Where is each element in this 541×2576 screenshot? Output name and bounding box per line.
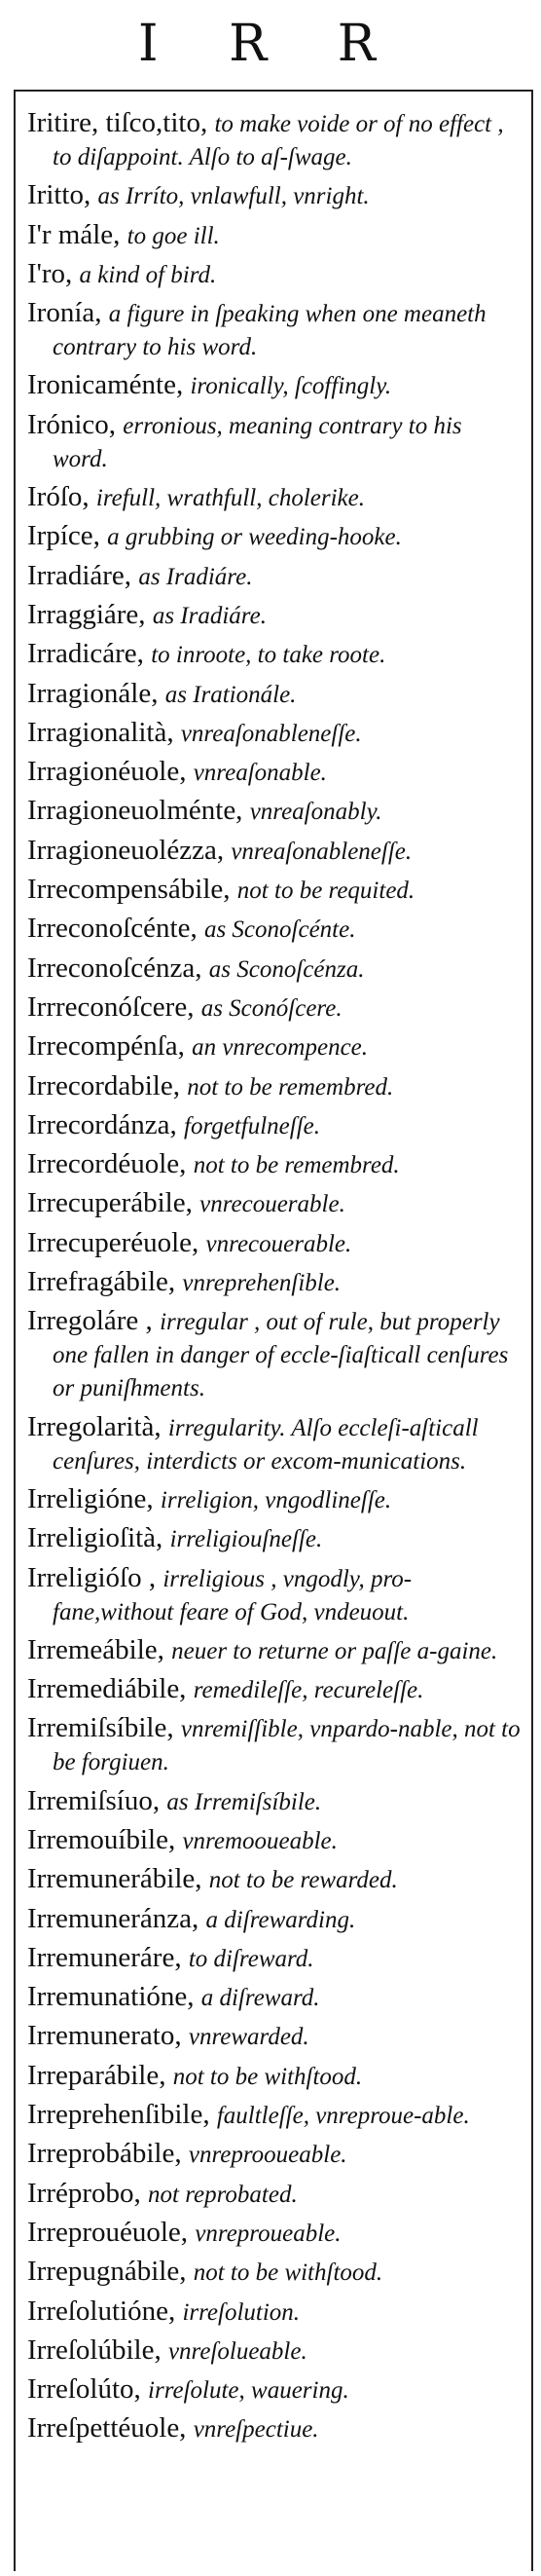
entry-headword: Irrecordabile, [27,1069,188,1101]
dictionary-entry [27,1712,522,1778]
entry-definition: as Sconoſcénte. [203,916,356,944]
dictionary-entry [27,1070,522,1103]
entry-headword: Irregoláre , [27,1305,161,1337]
entry-definition: vnreprooueable. [188,2142,347,2169]
entry-headword: Iritire, tiſco,tito, [27,107,215,138]
dictionary-entry [27,1785,522,1818]
dictionary-entry [27,409,522,475]
entry-headword: Irremediábile, [27,1673,194,1705]
entry-headword: Irreligióne, [27,1482,161,1514]
entry-headword: Irrecompénſa, [27,1030,193,1063]
entry-headword: Irónico, [27,408,124,440]
dictionary-entry [27,1411,522,1477]
entry-definition: as Irremiſsíbile. [166,1788,322,1815]
dictionary-entry [27,1673,522,1706]
entry-definition: irreligion, vngodlineſſe. [160,1486,392,1513]
dictionary-entry [27,1634,522,1667]
dictionary-entry [27,2060,522,2093]
dictionary-entry [27,1522,522,1555]
dictionary-entry [27,835,522,868]
entry-headword: Irremunerábile, [27,1863,209,1895]
page-header: I R R [138,15,403,73]
entry-headword: Irragionéuole, [27,756,194,788]
entry-definition: vnreaſonableneſſe. [231,838,413,865]
dictionary-entry [27,2296,522,2329]
entry-headword: Irreſolutióne, [27,2295,183,2327]
entry-definition: ironically, ſcoffingly. [190,373,392,400]
entry-definition: not reprobated. [148,2181,298,2208]
entry-headword: Irregolarità, [27,1410,168,1442]
dictionary-entry [27,369,522,402]
entry-definition: neuer to returne or paſſe a-gaine. [171,1637,498,1664]
entry-headword: Irremiſsíbile, [27,1712,181,1744]
entry-definition: vnreaſonable. [193,760,327,787]
dictionary-entry [27,874,522,907]
entry-definition: vnrewarded. [188,2024,309,2051]
dictionary-entry [27,560,522,593]
entry-definition: a diſreward. [200,1985,320,2012]
entry-definition: a figure in ſpeaking when one meaneth contrary to his word. [53,301,487,361]
entry-headword: Ironía, [27,297,109,329]
entry-definition: vnrecouerable. [205,1230,352,1257]
entry-definition: vnremooueable. [182,1827,338,1854]
dictionary-entry [27,1227,522,1260]
entry-definition: a kind of bird. [79,261,217,288]
entry-definition: a grubbing or weeding-hooke. [107,524,402,551]
dictionary-entry [27,2256,522,2289]
entry-headword: Irrreconóſcere, [27,990,201,1023]
entry-headword: Irrecuperábile, [27,1187,200,1219]
entry-definition: irregular , out of rule, but properly one fallen in danger of eccle-ſiaſticall cenſures or puniſhments. [53,1309,509,1402]
dictionary-entry [27,795,522,828]
entry-definition: forgetfulneſſe. [184,1112,321,1139]
entry-headword: Irreligióſo , [27,1561,163,1593]
entry-headword: Irrefragábile, [27,1266,183,1298]
entry-headword: Iritto, [27,179,98,211]
entry-headword: Irreſpettéuole, [27,2412,194,2445]
entry-definition: faultleſſe, vnreproue-able. [216,2103,470,2130]
entry-headword: Irradiáre, [27,559,139,591]
entry-headword: Irreſolúto, [27,2373,149,2406]
entry-list [27,107,522,2452]
dictionary-entry [27,1981,522,2014]
dictionary-entry [27,2138,522,2171]
entry-headword: Irrecordánza, [27,1108,184,1140]
dictionary-entry [27,2373,522,2407]
entry-definition: vnreprehenſible. [182,1270,342,1297]
dictionary-entry [27,1030,522,1064]
entry-definition: an vnrecompence. [192,1034,369,1062]
dictionary-entry [27,1824,522,1857]
entry-definition: remedileſſe, recureleſſe. [193,1677,424,1704]
dictionary-entry [27,179,522,212]
dictionary-entry [27,678,522,711]
entry-definition: vnremiſſible, vnpardo-nable, not to be forgiuen. [53,1716,521,1776]
dictionary-entry [27,1483,522,1516]
entry-definition: a diſrewarding. [205,1906,356,1933]
entry-definition: as Irríto, vnlawfull, vnright. [97,183,370,210]
entry-headword: Irreconoſcénte, [27,913,204,945]
entry-definition: irreligiouſneſſe. [169,1526,323,1553]
entry-headword: Irragionalità, [27,716,181,748]
entry-definition: irregularity. Alſo eccleſi-aſticall cenſures, interdicts or excom-munications. [53,1414,479,1475]
entry-definition: erronious, meaning contrary to his word. [53,412,462,472]
entry-headword: Irragionále, [27,677,165,709]
entry-headword: Irraggiáre, [27,598,153,630]
entry-headword: Irradicáre, [27,638,152,670]
dictionary-entry [27,219,522,252]
entry-headword: Irremunatióne, [27,1981,201,2013]
entry-definition: not to be requited. [236,877,415,905]
entry-headword: Irremeábile, [27,1633,172,1665]
dictionary-entry [27,2099,522,2132]
entry-definition: as Sconóſcere. [200,994,343,1022]
dictionary-entry [27,1305,522,1404]
entry-headword: Irragioneuolézza, [27,834,232,866]
entry-headword: Irreparábile, [27,2059,173,2091]
entry-headword: Irpíce, [27,520,108,552]
dictionary-entry [27,638,522,671]
entry-headword: I'ro, [27,257,80,289]
dictionary-entry [27,1109,522,1142]
dictionary-entry [27,1903,522,1936]
entry-headword: Irreprouéuole, [27,2216,196,2248]
dictionary-entry [27,297,522,363]
entry-definition: not to be withſtood. [193,2259,383,2287]
entry-headword: Irreligioſità, [27,1522,170,1554]
dictionary-entry [27,756,522,789]
entry-definition: irreſolute, wauering. [148,2377,349,2405]
entry-headword: Ironicaménte, [27,369,191,401]
dictionary-entry [27,1187,522,1220]
dictionary-entry [27,599,522,632]
entry-definition: irreligious , vngodly, pro-fane,without feare of God, vndeuout. [53,1565,413,1625]
entry-definition: vnreſpectiue. [193,2416,319,2444]
dictionary-entry [27,913,522,946]
entry-headword: Irreconoſcénza, [27,952,209,984]
entry-definition: vnreproueable. [195,2220,342,2247]
dictionary-entry [27,952,522,986]
entry-headword: Irrecompensábile, [27,874,237,906]
entry-headword: Irremouíbile, [27,1823,183,1855]
entry-definition: not to be withſtood. [172,2063,363,2090]
dictionary-entry [27,1562,522,1628]
entry-headword: Irrecordéuole, [27,1148,194,1180]
dictionary-entry [27,717,522,750]
dictionary-entry [27,2020,522,2053]
entry-definition: irreſolution. [182,2298,301,2326]
dictionary-entry [27,1863,522,1896]
entry-definition: as Iradiáre. [138,563,253,590]
dictionary-entry [27,991,522,1025]
entry-definition: vnrecouerable. [199,1191,345,1218]
entry-headword: Irremuneránza, [27,1902,206,1934]
entry-headword: Irreſolúbile, [27,2333,168,2366]
entry-headword: Iróſo, [27,481,96,513]
entry-headword: Irremiſsíuo, [27,1784,167,1816]
entry-headword: Irreprobábile, [27,2138,189,2170]
dictionary-entry [27,107,522,173]
entry-headword: Irremunerato, [27,2020,189,2052]
dictionary-entry [27,1942,522,1975]
dictionary-entry [27,1148,522,1181]
entry-headword: Irréprobo, [27,2177,149,2209]
dictionary-entry [27,258,522,291]
entry-definition: as Iradiáre. [152,602,267,629]
dictionary-entry [27,2178,522,2211]
entry-definition: vnreaſonably. [249,799,382,826]
entry-definition: not to be rewarded. [208,1867,398,1894]
entry-definition: vnreaſonableneſſe. [180,720,362,747]
dictionary-entry [27,520,522,553]
dictionary-entry [27,481,522,514]
dictionary-entry [27,2334,522,2368]
entry-definition: to make voide or of no effect , to diſappoint. Alſo to aſ-ſwage. [53,111,504,170]
entry-headword: Irrepugnábile, [27,2256,194,2288]
dictionary-entry [27,2217,522,2250]
entry-definition: as Irationále. [164,681,297,708]
entry-definition: not to be remembred. [187,1073,394,1101]
entry-headword: Irremuneráre, [27,1941,189,1973]
entry-definition: irefull, wrathfull, cholerike. [95,485,365,512]
dictionary-entry [27,2412,522,2445]
entry-definition: to goe ill. [126,222,220,249]
entry-definition: to inroote, to take roote. [151,642,386,669]
dictionary-entry [27,1266,522,1299]
entry-definition: not to be remembred. [193,1152,400,1179]
entry-headword: I'r mále, [27,218,127,250]
entry-definition: vnreſolueable. [167,2337,307,2365]
entry-headword: Irrecuperéuole, [27,1226,206,1258]
entry-headword: Irreprehenſibile, [27,2099,217,2131]
entry-definition: as Sconoſcénza. [208,955,365,983]
entry-headword: Irragioneuolménte, [27,795,250,827]
entry-definition: to diſreward. [188,1945,314,1972]
